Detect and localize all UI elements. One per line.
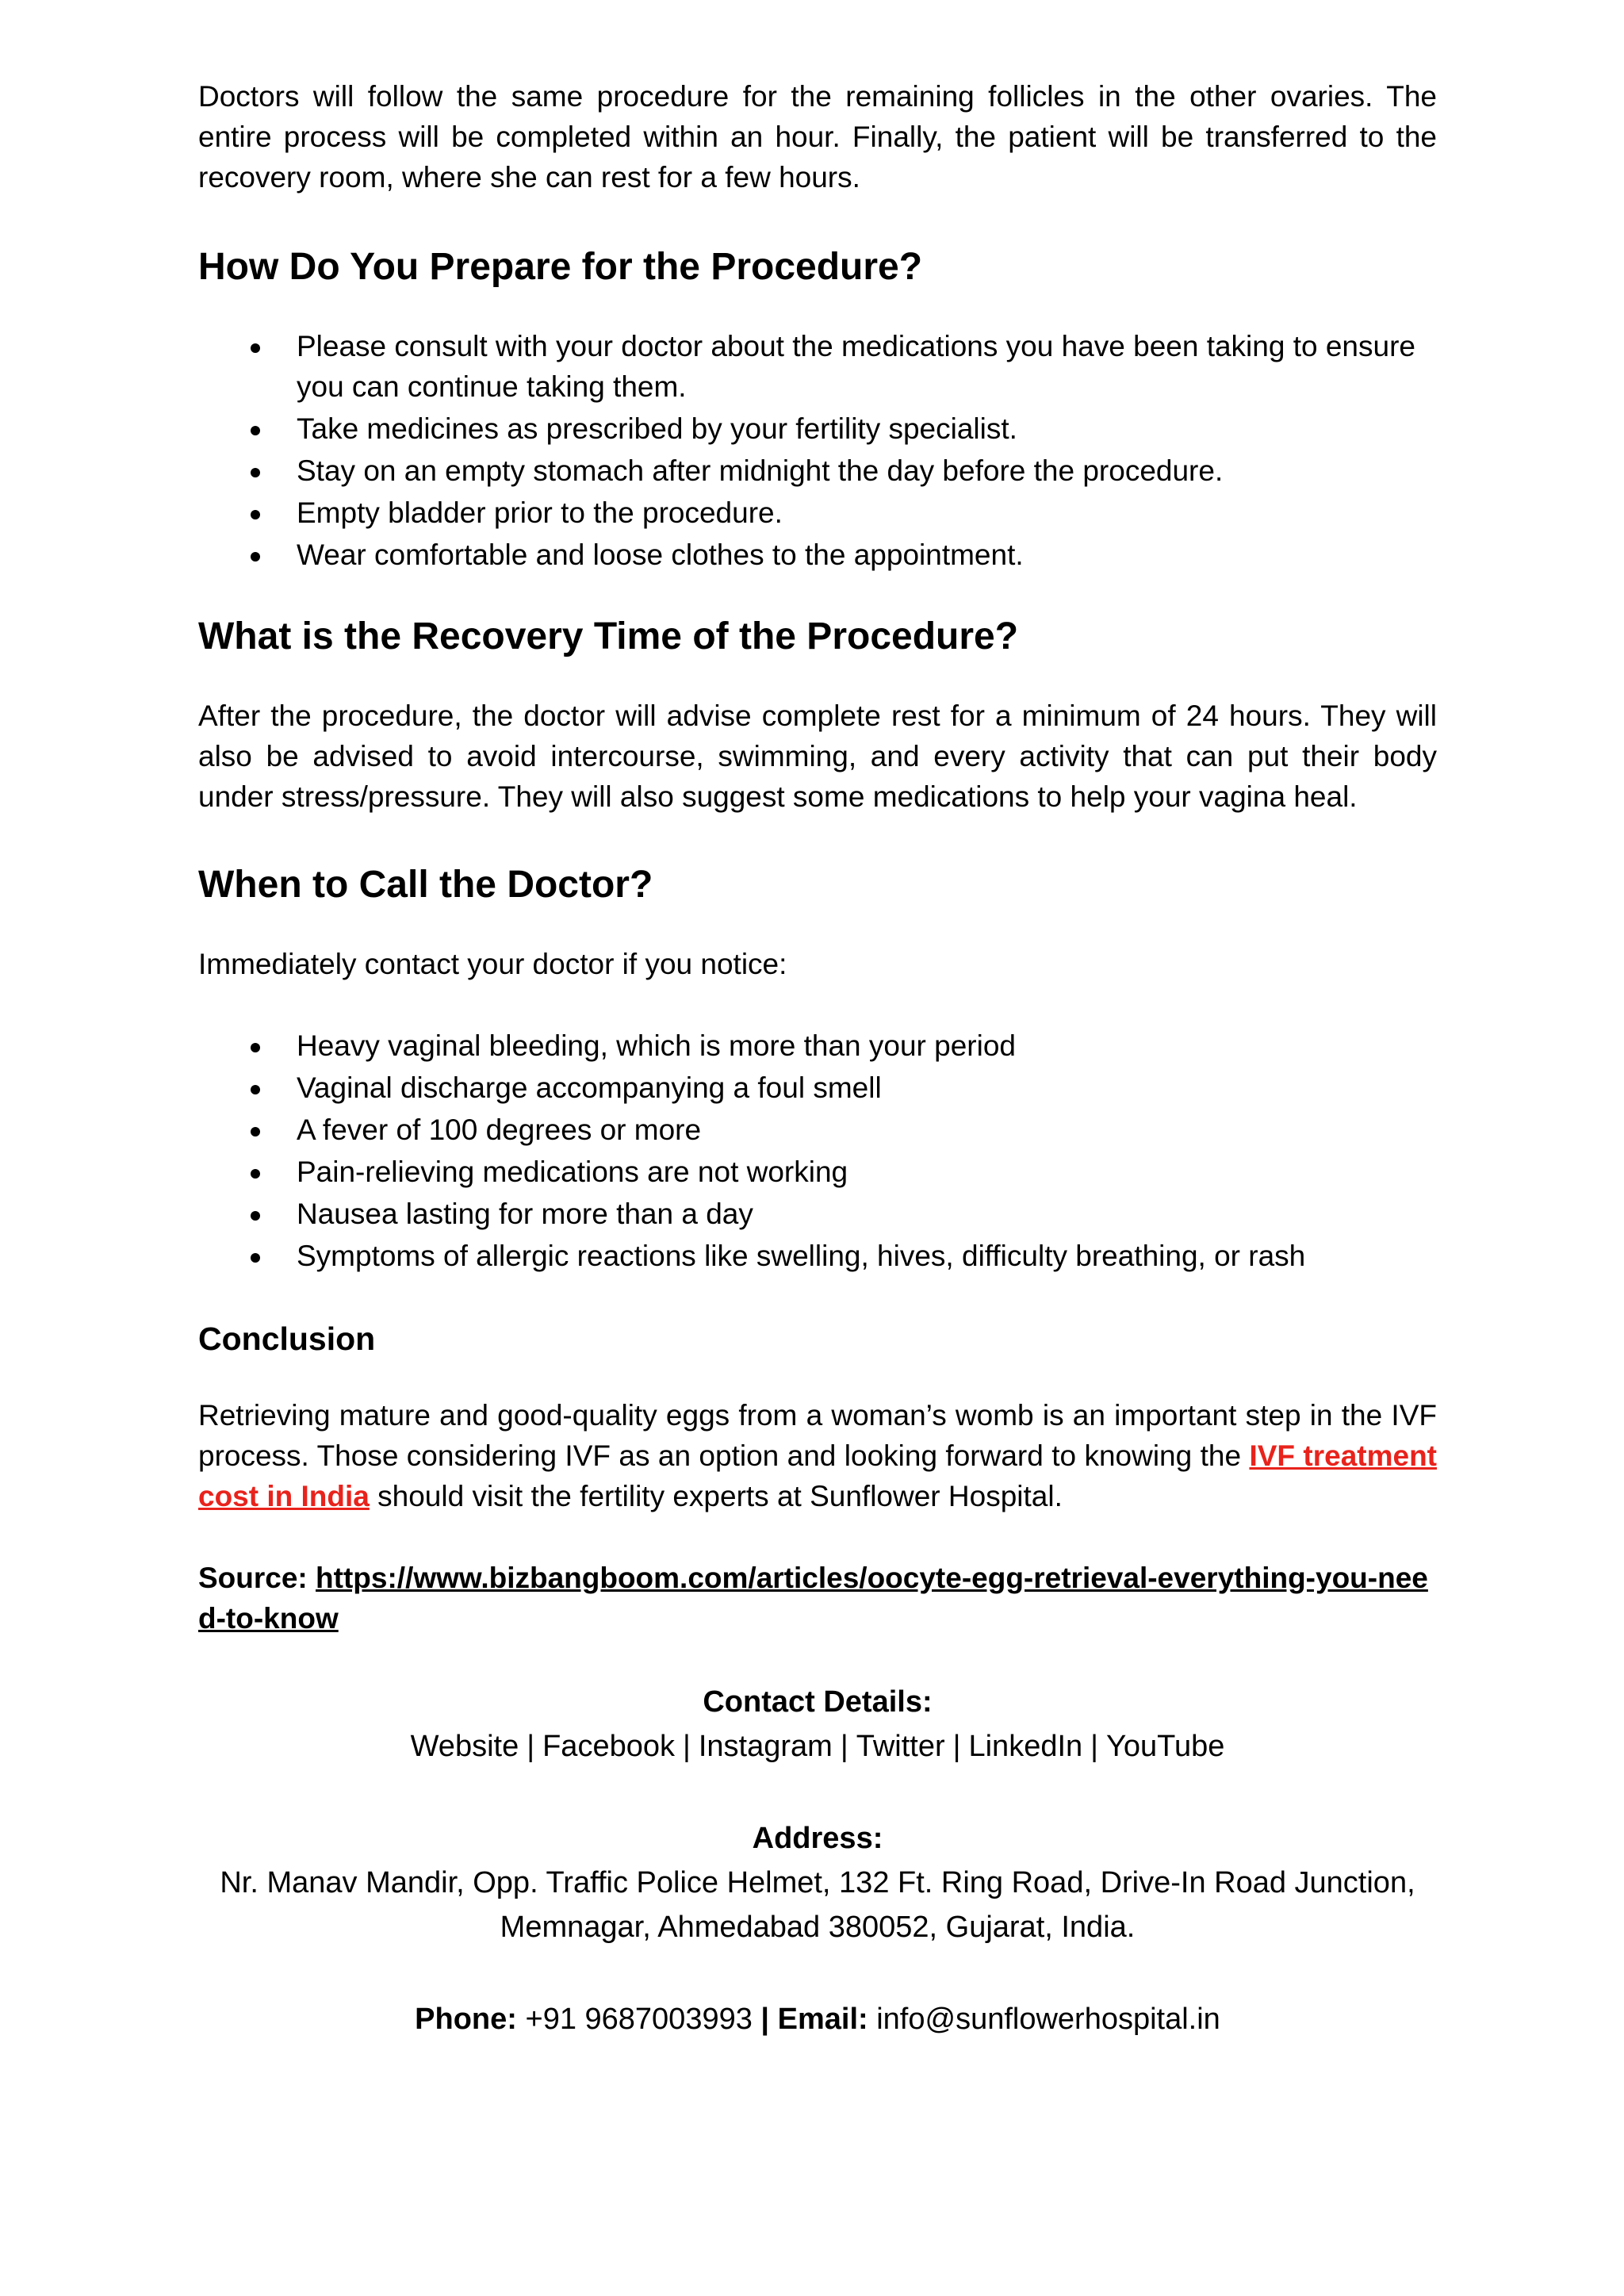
facebook-link[interactable]: Facebook — [542, 1730, 675, 1763]
list-item-text: Stay on an empty stomach after midnight the day before the procedure. — [297, 454, 1224, 487]
prepare-heading: How Do You Prepare for the Procedure? — [198, 246, 923, 288]
bullet-icon — [251, 1169, 260, 1179]
document-content — [198, 76, 1437, 2041]
contact-heading: Contact Details: — [703, 1685, 933, 1719]
list-item-text: Symptoms of allergic reactions like swelling, hives, difficulty breathing, or rash — [297, 1240, 1306, 1272]
list-item — [198, 1110, 1437, 1150]
address-line-2: Memnagar, Ahmedabad 380052, Gujarat, India. — [500, 1911, 1136, 1944]
list-item — [198, 1068, 1437, 1108]
source-link[interactable]: https://www.bizbangboom.com/articles/oocyte-egg-retrieval-everything-you-need-to-know — [198, 1562, 1428, 1635]
recovery-paragraph: After the procedure, the doctor will advise complete rest for a minimum of 24 hours. They will also be advised to avoid intercourse, swimming, and every activity that can put their body under stress/pressure. They will also suggest some medications to help your vagina heal. — [198, 700, 1437, 813]
bullet-icon — [251, 1043, 260, 1052]
instagram-link[interactable]: Instagram — [698, 1730, 833, 1763]
list-item-text: Empty bladder prior to the procedure. — [297, 496, 783, 529]
bullet-icon — [251, 426, 260, 435]
list-item — [198, 1025, 1437, 1066]
linkedin-link[interactable]: LinkedIn — [968, 1730, 1083, 1763]
list-item-text: Please consult with your doctor about the medications you have been taking to ensure you can continue taking them. — [297, 330, 1415, 403]
bullet-icon — [251, 1211, 260, 1221]
intro-paragraph: Doctors will follow the same procedure for the remaining follicles in the other ovaries. The entire process will be completed within an hour. Finally, the patient will be transferred to the recovery room, where she can rest for a few hours. — [198, 80, 1437, 194]
contact-section — [198, 1680, 1437, 2041]
conclusion-text: should visit the fertility experts at Sunflower Hospital. — [369, 1480, 1063, 1512]
list-item — [198, 493, 1437, 533]
list-item — [198, 408, 1437, 449]
call-doctor-intro: Immediately contact your doctor if you notice: — [198, 948, 787, 980]
bullet-icon — [251, 1253, 260, 1263]
phone-email-line — [198, 1997, 1437, 2041]
phone-label: Phone: — [415, 2003, 517, 2036]
twitter-link[interactable]: Twitter — [856, 1730, 945, 1763]
conclusion-paragraph — [198, 1395, 1437, 1516]
phone-number[interactable]: +91 9687003993 — [525, 2003, 753, 2036]
list-item — [198, 1236, 1437, 1276]
list-item-text: Take medicines as prescribed by your fertility specialist. — [297, 412, 1017, 445]
address-heading: Address: — [752, 1822, 883, 1855]
separator: | — [1090, 1730, 1099, 1763]
address-line-1: Nr. Manav Mandir, Opp. Traffic Police Helmet, 132 Ft. Ring Road, Drive-In Road Junction, — [220, 1866, 1415, 1899]
bullet-icon — [251, 468, 260, 477]
separator: | — [527, 1730, 535, 1763]
bullet-icon — [251, 343, 260, 353]
source-line — [198, 1558, 1437, 1639]
email-address[interactable]: info@sunflowerhospital.in — [876, 2003, 1220, 2036]
list-item-text: Pain-relieving medications are not working — [297, 1156, 848, 1188]
list-item — [198, 326, 1437, 407]
list-item-text: Nausea lasting for more than a day — [297, 1198, 753, 1230]
conclusion-heading: Conclusion — [198, 1320, 376, 1357]
list-item — [198, 535, 1437, 575]
source-label: Source: — [198, 1562, 308, 1594]
prepare-list — [198, 326, 1437, 575]
conclusion-text: Retrieving mature and good-quality eggs from a woman’s womb is an important step in the IVF process. Those considering IVF as an option and looking forward to knowing the — [198, 1399, 1437, 1472]
call-doctor-list — [198, 1025, 1437, 1276]
list-item-text: Wear comfortable and loose clothes to the appointment. — [297, 539, 1024, 571]
separator: | — [952, 1730, 961, 1763]
website-link[interactable]: Website — [410, 1730, 519, 1763]
youtube-link[interactable]: YouTube — [1106, 1730, 1225, 1763]
list-item-text: A fever of 100 degrees or more — [297, 1114, 702, 1146]
bullet-icon — [251, 1127, 260, 1137]
list-item-text: Vaginal discharge accompanying a foul smell — [297, 1071, 882, 1104]
email-label: Email: — [777, 2003, 868, 2036]
separator: | — [760, 2003, 770, 2036]
contact-links — [198, 1724, 1437, 1769]
call-doctor-heading: When to Call the Doctor? — [198, 864, 653, 906]
list-item-text: Heavy vaginal bleeding, which is more than your period — [297, 1029, 1017, 1062]
list-item — [198, 1194, 1437, 1234]
bullet-icon — [251, 510, 260, 519]
separator: | — [840, 1730, 848, 1763]
ivf-cost-link[interactable]: IVF treatment cost in India — [198, 1439, 1437, 1512]
list-item — [198, 1152, 1437, 1192]
bullet-icon — [251, 552, 260, 562]
recovery-heading: What is the Recovery Time of the Procedure? — [198, 615, 1019, 657]
bullet-icon — [251, 1085, 260, 1094]
separator: | — [682, 1730, 691, 1763]
list-item — [198, 450, 1437, 491]
